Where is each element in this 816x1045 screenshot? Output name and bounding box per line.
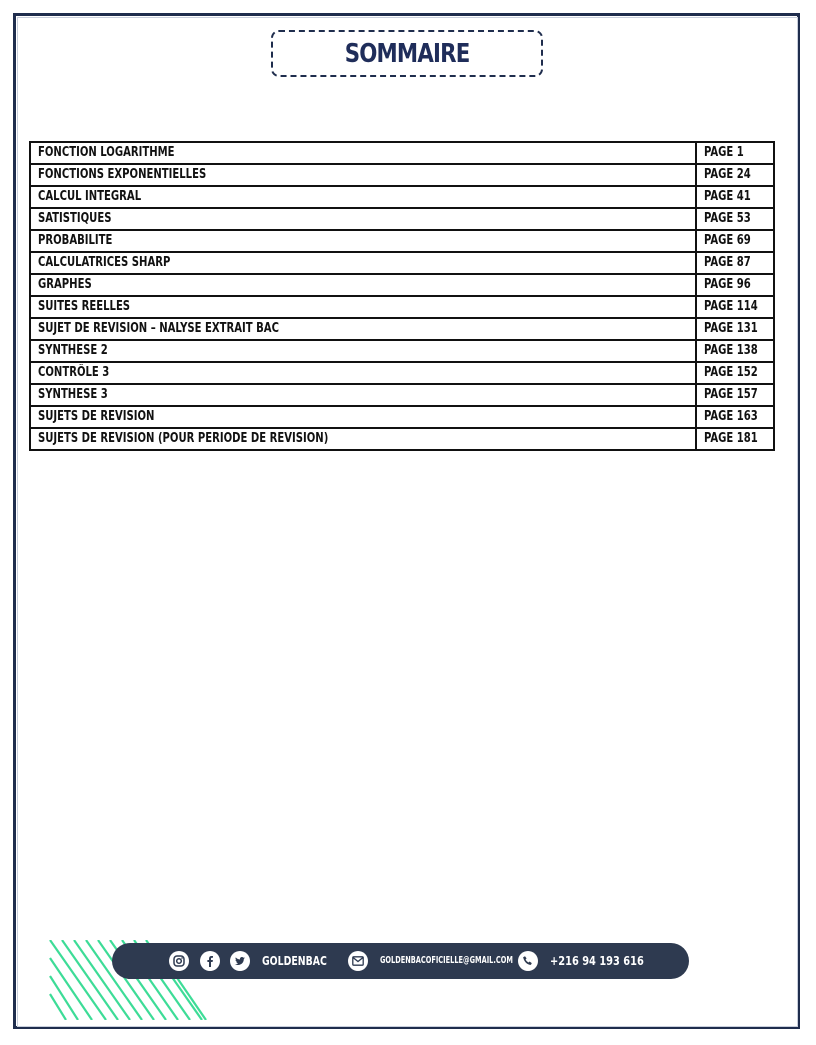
- toc-label: SUJETS DE REVISION (POUR PERIODE DE REVISION): [38, 431, 329, 446]
- toc-label: CALCUL INTEGRAL: [38, 189, 142, 204]
- contact-email[interactable]: GOLDENBACOFICIELLE@GMAIL.COM: [380, 955, 513, 966]
- toc-label-cell: [30, 186, 696, 208]
- toc-label: PROBABILITE: [38, 233, 113, 248]
- toc-label: FONCTIONS EXPONENTIELLES: [38, 167, 207, 182]
- toc-page-number: PAGE 96: [703, 277, 751, 292]
- toc-page-number: PAGE 1: [703, 145, 744, 160]
- toc-row[interactable]: [30, 142, 774, 164]
- toc-page-number: PAGE 157: [703, 387, 758, 402]
- toc-label-cell: [30, 164, 696, 186]
- toc-page-number: PAGE 163: [703, 409, 758, 424]
- toc-label-cell: [30, 208, 696, 230]
- social-handle[interactable]: GOLDENBAC: [262, 954, 327, 968]
- toc-label: GRAPHES: [38, 277, 92, 292]
- toc-label-cell: [30, 296, 696, 318]
- toc-page-cell: [696, 428, 775, 450]
- toc-label: CONTRÔLE 3: [38, 365, 110, 380]
- toc-row[interactable]: [30, 164, 774, 186]
- toc-label-cell: [30, 406, 696, 428]
- toc-label: SYNTHESE 2: [38, 343, 108, 358]
- toc-page-number: PAGE 41: [703, 189, 751, 204]
- toc-row[interactable]: [30, 384, 774, 406]
- toc-page-cell: [696, 252, 775, 274]
- toc-page-number: PAGE 138: [703, 343, 758, 358]
- toc-page-cell: [696, 340, 775, 362]
- toc-page-number: PAGE 114: [703, 299, 758, 314]
- toc-page-number: PAGE 53: [703, 211, 751, 226]
- toc-page-number: PAGE 24: [703, 167, 751, 182]
- toc-label: SYNTHESE 3: [38, 387, 108, 402]
- title-box: [271, 30, 543, 77]
- toc-label: FONCTION LOGARITHME: [38, 145, 175, 160]
- toc-label-cell: [30, 252, 696, 274]
- toc-page-cell: [696, 362, 775, 384]
- toc-label-cell: [30, 318, 696, 340]
- twitter-icon[interactable]: [230, 951, 250, 971]
- toc-row[interactable]: [30, 230, 774, 252]
- toc-page-number: PAGE 87: [703, 255, 751, 270]
- toc-page-cell: [696, 296, 775, 318]
- toc-label-cell: [30, 340, 696, 362]
- toc-label: SUJET DE REVISION – NALYSE EXTRAIT BAC: [38, 321, 279, 336]
- footer-contact-bar: [112, 943, 689, 979]
- toc-row[interactable]: [30, 362, 774, 384]
- toc-page-cell: [696, 164, 775, 186]
- page-title: SOMMAIRE: [344, 38, 470, 69]
- mail-icon[interactable]: [348, 951, 368, 971]
- toc-page-number: PAGE 69: [703, 233, 751, 248]
- toc-row[interactable]: [30, 318, 774, 340]
- toc-row[interactable]: [30, 340, 774, 362]
- toc-label-cell: [30, 384, 696, 406]
- toc-page-number: PAGE 131: [703, 321, 758, 336]
- toc-label: SATISTIQUES: [38, 211, 112, 226]
- toc-row[interactable]: [30, 428, 774, 450]
- toc-label-cell: [30, 274, 696, 296]
- toc-row[interactable]: [30, 186, 774, 208]
- toc-page-cell: [696, 274, 775, 296]
- toc-label: CALCULATRICES SHARP: [38, 255, 171, 270]
- toc-page-cell: [696, 406, 775, 428]
- table-of-contents: [29, 141, 775, 451]
- toc-row[interactable]: [30, 274, 774, 296]
- toc-label-cell: [30, 362, 696, 384]
- toc-label-cell: [30, 142, 696, 164]
- toc-page-cell: [696, 142, 775, 164]
- toc-row[interactable]: [30, 252, 774, 274]
- toc-label: SUITES REELLES: [38, 299, 131, 314]
- toc-row[interactable]: [30, 296, 774, 318]
- toc-page-cell: [696, 186, 775, 208]
- toc-page-cell: [696, 384, 775, 406]
- toc-page-number: PAGE 152: [703, 365, 758, 380]
- contact-phone[interactable]: +216 94 193 616: [550, 954, 644, 968]
- toc-row[interactable]: [30, 406, 774, 428]
- toc-page-number: PAGE 181: [703, 431, 758, 446]
- toc-page-cell: [696, 208, 775, 230]
- toc-label: SUJETS DE REVISION: [38, 409, 155, 424]
- facebook-icon[interactable]: [200, 951, 220, 971]
- toc-row[interactable]: [30, 208, 774, 230]
- toc-label-cell: [30, 428, 696, 450]
- toc-label-cell: [30, 230, 696, 252]
- toc-page-cell: [696, 230, 775, 252]
- instagram-icon[interactable]: [169, 951, 189, 971]
- toc-page-cell: [696, 318, 775, 340]
- phone-icon[interactable]: [518, 951, 538, 971]
